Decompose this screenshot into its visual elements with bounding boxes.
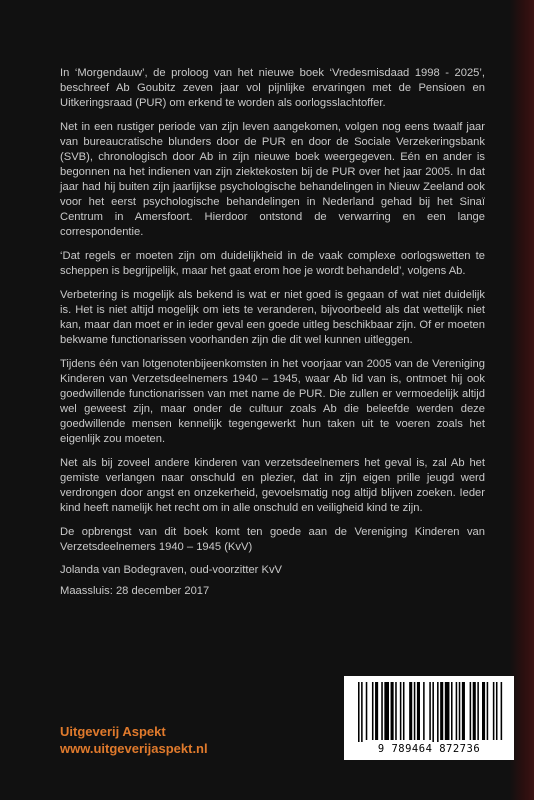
barcode-bars bbox=[344, 676, 514, 742]
back-cover-blurb bbox=[60, 66, 485, 605]
blurb-paragraph-3: ‘Dat regels er moeten zijn om duidelijkheid in de vaak complexe oorlogswetten te scheppen is begrijpelijk, maar het gaat erom hoe je wordt behandeld’, volgens Ab. bbox=[60, 250, 485, 278]
isbn-number: 9 789464 872736 bbox=[377, 743, 481, 755]
blurb-paragraph-1: In ‘Morgendauw’, de proloog van het nieuwe boek ‘Vredesmisdaad 1998 - 2025’, beschreef Ab Goubitz zeven jaar vol pijnlijke ervaringen met de Pensioen en Uitkeringsraad (PUR) om erkend te worden als oorlogsslachtoffer. bbox=[60, 67, 485, 110]
blurb-paragraph-5: Tijdens één van lotgenotenbijeenkomsten in het voorjaar van 2005 van de Vereniging Kinderen van Verzetsdeelnemers 1940 – 1945, waar Ab lid van is, ontmoet hij ook goedwillende functionarissen van met name de PUR. Die zullen er vermoedelijk altijd wel geweest zijn, maar onder de cultuur zoals Ab die beleefde werden deze goedwillende mensen kennelijk tegengewerkt hun taken uit te voeren zoals het eigenlijk zou moeten. bbox=[60, 357, 485, 446]
publisher-website[interactable]: www.uitgeverijaspekt.nl bbox=[60, 741, 208, 756]
publisher-block bbox=[60, 723, 208, 757]
isbn-barcode bbox=[344, 676, 514, 760]
blurb-paragraph-7: De opbrengst van dit boek komt ten goede aan de Vereniging Kinderen van Verzetsdeelnemers 1940 – 1945 (KvV) bbox=[60, 525, 485, 553]
publisher-name: Uitgeverij Aspekt bbox=[60, 724, 166, 739]
blurb-paragraph-4: Verbetering is mogelijk als bekend is wat er niet goed is gegaan of wat niet duidelijk is. Het is niet altijd mogelijk om iets te veranderen, bijvoorbeeld als dat wettelijk niet kan, maar dan moet er in ieder geval een goede uitleg beschikbaar zijn. Of er moeten bekwame functionarissen voorhanden zijn die dit wel kunnen uitleggen. bbox=[60, 288, 485, 346]
signature: Jolanda van Bodegraven, oud-voorzitter KvV bbox=[60, 564, 283, 577]
place-date: Maassluis: 28 december 2017 bbox=[60, 585, 210, 598]
blurb-paragraph-2: Net in een rustiger periode van zijn leven aangekomen, volgen nog eens twaalf jaar van bureaucratische blunders door de PUR en door de Sociale Verzekeringsbank (SVB), chronologisch door Ab in zijn nieuwe boek weergegeven. Eén en ander is begonnen na het indienen van zijn ziektekosten bij de PUR over het jaar 2005. In dat jaar had hij buiten zijn jaarlijkse psychologische behandelingen in Nieuw Zeeland ook voor het eerst psychologische behandelingen in Nederland gehad bij het Sinaï Centrum in Amersfoort. Hierdoor ontstond de verwarring en een lange correspondentie. bbox=[60, 120, 485, 239]
blurb-paragraph-6: Net als bij zoveel andere kinderen van verzetsdeelnemers het geval is, zal Ab het gemiste verlangen naar onschuld en plezier, dat in zijn eigen prille jeugd werd verdrongen door angst en onzekerheid, gevoelsmatig nog altijd blijven zoeken. Ieder kind heeft namelijk het recht om in alle onschuld en veiligheid kind te zijn. bbox=[60, 456, 485, 514]
